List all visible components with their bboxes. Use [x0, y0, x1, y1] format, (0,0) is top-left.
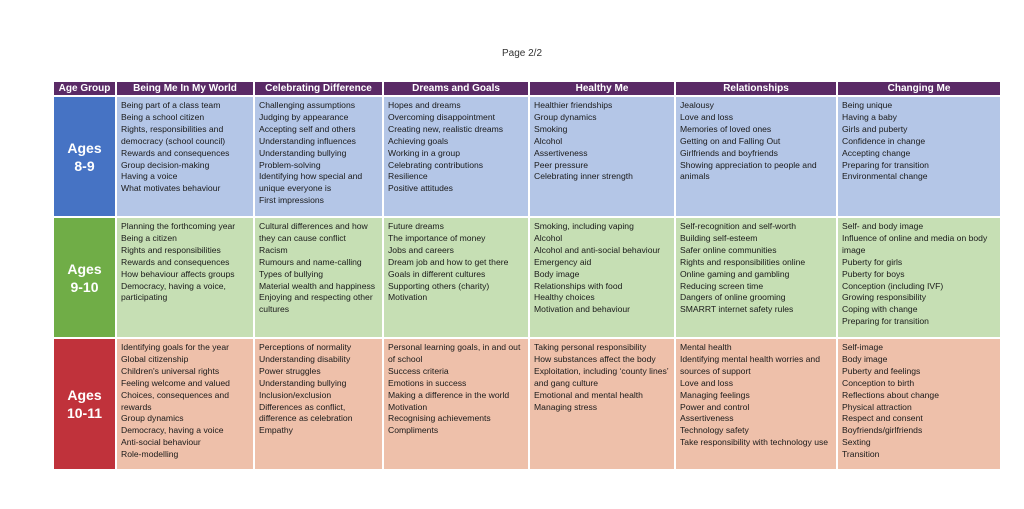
topic-cell-celebrating-difference [255, 339, 382, 469]
topic-item: Enjoying and respecting other cultures [259, 292, 373, 315]
topic-item: Identifying how special and unique everyone is [259, 171, 363, 194]
topic-item: Rewards and consequences [121, 147, 230, 158]
age-group-label: Ages [67, 139, 102, 156]
topic-item: Choices, consequences and rewards [121, 389, 229, 412]
topic-item: Anti-social behaviour [121, 437, 201, 448]
topic-item: Perceptions of normality [259, 342, 352, 352]
topic-item: Group dynamics [121, 413, 184, 424]
topic-item: Understanding bullying [259, 377, 347, 388]
topic-item: Dream job and how to get there [388, 256, 509, 267]
topic-item: Planning the forthcoming year [121, 221, 236, 231]
topic-cell-being-me [117, 339, 253, 469]
topic-cell-healthy-me [530, 339, 674, 469]
topic-item: Transition [842, 449, 880, 460]
topic-item: Being a citizen [121, 232, 177, 243]
header-changing-me: Changing Me [838, 82, 1000, 95]
topic-item: Accepting change [842, 147, 911, 158]
age-group-label: 9-10 [70, 278, 99, 295]
topic-item: Self-image [842, 342, 884, 352]
topic-item: Confidence in change [842, 135, 926, 146]
topic-item: Challenging assumptions [259, 100, 356, 110]
topic-item: Emotional and mental health [534, 389, 643, 400]
topic-cell-dreams-goals [384, 97, 528, 216]
topic-item: Puberty and feelings [842, 365, 921, 376]
topic-item: Emotions in success [388, 377, 467, 388]
topic-item: Recognising achievements [388, 413, 491, 424]
topic-item: Power struggles [259, 365, 321, 376]
topic-cell-relationships [676, 97, 836, 216]
topic-item: Jobs and careers [388, 244, 454, 255]
topic-item: Showing appreciation to people and animals [680, 159, 817, 182]
topic-item: What motivates behaviour [121, 183, 221, 194]
topic-item: Understanding influences [259, 135, 356, 146]
topic-item: How behaviour affects groups [121, 268, 235, 279]
topic-item: Celebrating inner strength [534, 171, 633, 182]
topic-item: Having a voice [121, 171, 178, 182]
topic-item: Respect and consent [842, 413, 923, 424]
topic-item: Coping with change [842, 304, 918, 315]
topic-item: Technology safety [680, 425, 749, 436]
topic-item: Personal learning goals, in and out of school [388, 342, 521, 364]
topic-cell-being-me [117, 97, 253, 216]
topic-item: Global citizenship [121, 353, 189, 364]
topic-item: Types of bullying [259, 268, 324, 279]
topic-item: Children's universal rights [121, 365, 220, 376]
topic-item: Accepting self and others [259, 123, 356, 134]
topic-item: Influence of online and media on body image [842, 232, 988, 255]
header-being-me: Being Me In My World [117, 82, 253, 95]
topic-item: Being part of a class team [121, 100, 221, 110]
topic-item: Emergency aid [534, 256, 592, 267]
topic-item: Future dreams [388, 221, 444, 231]
topic-item: Dangers of online grooming [680, 292, 786, 303]
topic-item: Goals in different cultures [388, 268, 486, 279]
page-number-label: Page 2/2 [501, 48, 543, 59]
topic-item: Exploitation, including ‘county lines’ and gang culture [534, 365, 669, 388]
header-age-group: Age Group [54, 82, 115, 95]
topic-item: Body image [534, 268, 580, 279]
topic-item: Racism [259, 244, 288, 255]
topic-item: Working in a group [388, 147, 460, 158]
topic-item: Empathy [259, 425, 293, 436]
topic-item: Positive attitudes [388, 183, 453, 194]
topic-item: Taking personal responsibility [534, 342, 647, 352]
topic-item: Managing stress [534, 401, 598, 412]
topic-item: Overcoming disappointment [388, 111, 495, 122]
topic-item: Motivation and behaviour [534, 304, 631, 315]
topic-item: Having a baby [842, 111, 897, 122]
topic-item: Rights and responsibilities online [680, 256, 806, 267]
topic-item: Feeling welcome and valued [121, 377, 230, 388]
topic-item: Physical attraction [842, 401, 912, 412]
topic-item: Take responsibility with technology use [680, 437, 829, 448]
topic-cell-dreams-goals [384, 339, 528, 469]
topic-item: Group dynamics [534, 111, 597, 122]
topic-item: SMARRT internet safety rules [680, 304, 794, 315]
topic-item: How substances affect the body [534, 353, 656, 364]
topic-item: Relationships with food [534, 280, 623, 291]
topic-item: Success criteria [388, 365, 449, 376]
header-row [54, 82, 1000, 95]
topic-item: Love and loss [680, 377, 734, 388]
topic-item: Getting on and Falling Out [680, 135, 781, 146]
table-row [54, 339, 1000, 469]
topic-item: Memories of loved ones [680, 123, 772, 134]
topic-item: Cultural differences and how they can cause conflict [259, 221, 368, 243]
topic-item: Being unique [842, 100, 893, 110]
topic-item: Body image [842, 353, 888, 364]
topic-item: Rewards and consequences [121, 256, 230, 267]
topic-item: Alcohol and anti-social behaviour [534, 244, 661, 255]
topic-item: Self- and body image [842, 221, 924, 231]
curriculum-table [52, 80, 1002, 471]
topic-item: Celebrating contributions [388, 159, 484, 170]
age-group-label: Ages [67, 260, 102, 277]
topic-item: Building self-esteem [680, 232, 758, 243]
age-group-cell [54, 97, 115, 216]
topic-item: Group decision-making [121, 159, 210, 170]
topic-item: Reflections about change [842, 389, 939, 400]
topic-item: Material wealth and happiness [259, 280, 376, 291]
topic-cell-changing-me [838, 218, 1000, 337]
topic-item: Growing responsibility [842, 292, 927, 303]
header-dreams-goals: Dreams and Goals [384, 82, 528, 95]
header-celebrating-difference: Celebrating Difference [255, 82, 382, 95]
topic-item: Being a school citizen [121, 111, 205, 122]
topic-item: Understanding bullying [259, 147, 347, 158]
topic-cell-being-me [117, 218, 253, 337]
topic-cell-healthy-me [530, 218, 674, 337]
topic-item: Peer pressure [534, 159, 588, 170]
topic-item: Girlfriends and boyfriends [680, 147, 778, 158]
header-relationships: Relationships [676, 82, 836, 95]
age-group-label: 8-9 [74, 157, 95, 174]
topic-cell-changing-me [838, 97, 1000, 216]
topic-item: Achieving goals [388, 135, 449, 146]
topic-item: Rumours and name-calling [259, 256, 362, 267]
header-healthy-me: Healthy Me [530, 82, 674, 95]
topic-item: Power and control [680, 401, 750, 412]
table-row [54, 218, 1000, 337]
topic-item: Compliments [388, 425, 439, 436]
topic-cell-celebrating-difference [255, 97, 382, 216]
age-group-cell [54, 218, 115, 337]
topic-item: Assertiveness [534, 147, 588, 158]
topic-cell-celebrating-difference [255, 218, 382, 337]
topic-item: Conception to birth [842, 377, 915, 388]
topic-item: Rights and responsibilities [121, 244, 221, 255]
topic-item: Assertiveness [680, 413, 734, 424]
topic-item: Puberty for girls [842, 256, 903, 267]
topic-item: Alcohol [534, 135, 563, 146]
topic-item: Puberty for boys [842, 268, 905, 279]
topic-item: First impressions [259, 195, 324, 206]
topic-cell-dreams-goals [384, 218, 528, 337]
topic-item: Jealousy [680, 100, 714, 110]
topic-item: Safer online communities [680, 244, 777, 255]
topic-item: Preparing for transition [842, 316, 929, 327]
topic-item: Managing feelings [680, 389, 750, 400]
topic-item: Problem-solving [259, 159, 321, 170]
topic-item: Preparing for transition [842, 159, 929, 170]
table-row [54, 97, 1000, 216]
topic-cell-changing-me [838, 339, 1000, 469]
topic-item: Online gaming and gambling [680, 268, 790, 279]
topic-item: Sexting [842, 437, 871, 448]
topic-item: Creating new, realistic dreams [388, 123, 504, 134]
topic-item: Girls and puberty [842, 123, 908, 134]
topic-item: Understanding disability [259, 353, 351, 364]
topic-item: Hopes and dreams [388, 100, 461, 110]
age-group-label: Ages [67, 387, 102, 403]
topic-item: Motivation [388, 401, 428, 412]
topic-item: Smoking, including vaping [534, 221, 634, 231]
topic-item: The importance of money [388, 232, 486, 243]
topic-item: Love and loss [680, 111, 734, 122]
topic-cell-relationships [676, 218, 836, 337]
topic-cell-healthy-me [530, 97, 674, 216]
topic-item: Conception (including IVF) [842, 280, 944, 291]
topic-item: Identifying goals for the year [121, 342, 229, 352]
topic-item: Role-modelling [121, 449, 179, 460]
topic-cell-relationships [676, 339, 836, 469]
topic-item: Mental health [680, 342, 732, 352]
topic-item: Boyfriends/girlfriends [842, 425, 923, 436]
age-group-label: 10-11 [66, 405, 103, 421]
topic-item: Healthy choices [534, 292, 595, 303]
topic-item: Supporting others (charity) [388, 280, 490, 291]
topic-item: Democracy, having a voice, participating [121, 280, 226, 303]
topic-item: Alcohol [534, 232, 563, 243]
topic-item: Making a difference in the world [388, 389, 510, 400]
topic-item: Inclusion/exclusion [259, 389, 332, 400]
age-group-cell [54, 339, 115, 469]
topic-item: Healthier friendships [534, 100, 613, 110]
topic-item: Self-recognition and self-worth [680, 221, 797, 231]
topic-item: Smoking [534, 123, 568, 134]
topic-item: Motivation [388, 292, 428, 303]
topic-item: Judging by appearance [259, 111, 349, 122]
topic-item: Resilience [388, 171, 428, 182]
topic-item: Reducing screen time [680, 280, 764, 291]
topic-item: Democracy, having a voice [121, 425, 224, 436]
topic-item: Differences as conflict, difference as celebration [259, 401, 353, 424]
topic-item: Rights, responsibilities and democracy (school council) [121, 123, 226, 146]
topic-item: Identifying mental health worries and sources of support [680, 353, 820, 376]
topic-item: Environmental change [842, 171, 928, 182]
